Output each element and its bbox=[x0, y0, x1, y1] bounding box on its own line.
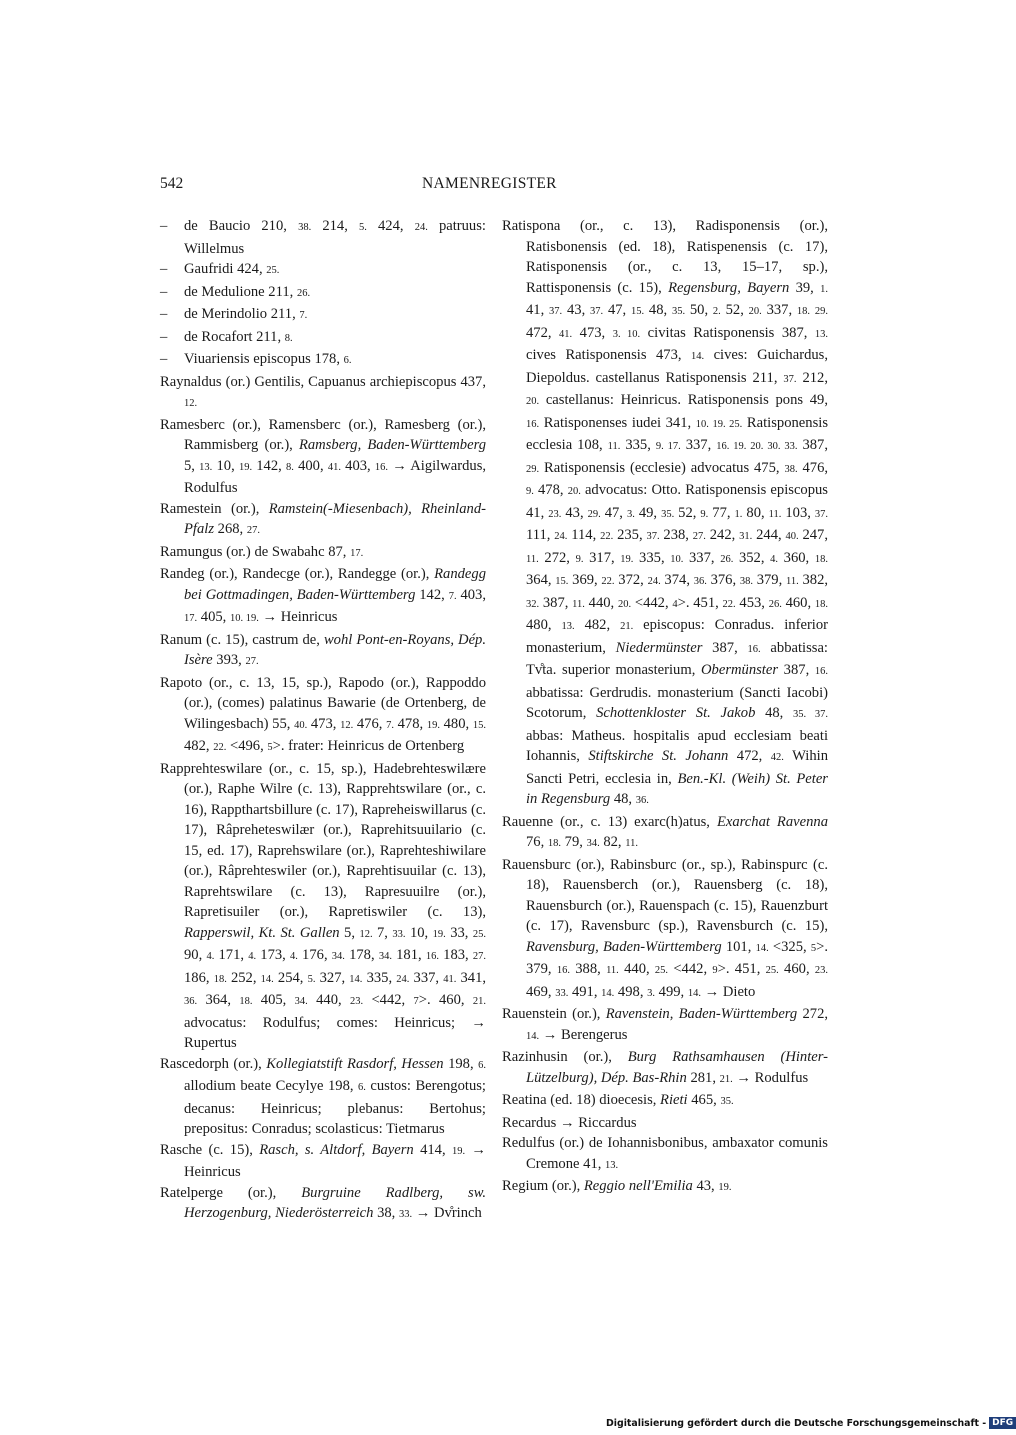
subentry-dash: – bbox=[160, 261, 168, 277]
index-entry bbox=[160, 564, 486, 630]
index-entry-text: Razinhusin (or.), Burg Rathsamhausen (Hinter-Lützelburg), Dép. Bas-Rhin 281, 21. → Rodulfus bbox=[502, 1049, 828, 1086]
index-entry bbox=[160, 349, 486, 372]
funding-note: Digitalisierung gefördert durch die Deutsche Forschungsgemeinschaft - bbox=[606, 1418, 987, 1429]
index-entry bbox=[502, 1090, 828, 1113]
dfg-logo: DFG bbox=[989, 1417, 1016, 1429]
index-entry-text: Rasche (c. 15), Rasch, s. Altdorf, Bayern 414, 19. → Heinricus bbox=[160, 1141, 486, 1180]
index-entry-text: Rauenstein (or.), Ravenstein, Baden-Württemberg 272, 14. → Berengerus bbox=[502, 1006, 829, 1043]
index-entry bbox=[160, 327, 486, 350]
subentry-dash: – bbox=[160, 351, 168, 367]
index-entry-text: Randeg (or.), Randecge (or.), Randegge (or.), Randegg bei Gottmadingen, Baden-Württemberg 142, 7. 403, 17. 405, 10. 19. → Heinricus bbox=[160, 566, 487, 625]
index-entry-text: Ramestein (or.), Ramstein(-Miesenbach), Rheinland-Pfalz 268, 27. bbox=[160, 500, 486, 537]
index-entry bbox=[160, 1054, 486, 1140]
index-entry bbox=[160, 282, 486, 305]
subentry-dash: – bbox=[160, 218, 168, 234]
index-entry-text: de Merindolio 211, 7. bbox=[184, 306, 308, 322]
index-entry-text: de Baucio 210, 38. 214, 5. 424, 24. patruus: Willelmus bbox=[184, 218, 486, 257]
subentry-dash: – bbox=[160, 306, 168, 322]
page-number: 542 bbox=[160, 175, 184, 192]
index-entry bbox=[502, 1113, 828, 1134]
index-entry-text: Rauenne (or., c. 13) exarc(h)atus, Exarchat Ravenna 76, 18. 79, 34. 82, 11. bbox=[502, 813, 828, 850]
index-entry-text: Recardus → Riccardus bbox=[502, 1114, 637, 1131]
index-entry-text: Rauensburc (or.), Rabinsburc (or., sp.), Rabinspurc (c. 18), Rauensberch (or.), Rauensberg (c. 18), Rauensburch (or.), Rauenspach (c. 15), Rauenzburt (c. 17), Ravensburc (sp.), Ravensburch (c. 15), Ravensburg, Baden-Württemberg 101, 14. <325, 5>. 379, 16. 388, 11. 440, 25. <442, 9>. 451, 25. 460, 23. 469, 33. 491, 14. 498, 3. 499, 14. → Dieto bbox=[502, 856, 828, 1000]
right-column bbox=[502, 216, 828, 1199]
index-entry bbox=[160, 304, 486, 327]
index-entry bbox=[502, 1176, 828, 1199]
index-entry-text: Rapprehteswilare (or., c. 15, sp.), Hadebrehteswilære (or.), Raphe Wilre (c. 13), Rapprehtswilare (or., c. 16), Rappthartsbillure (c. 17), Rapreheiswillarus (c. 17), Râpreheteswilær (or.), Raprehitsuuilario (c. 15, ed. 17), Raprehswilare (or.), Raprehteshiwilare (or.), Râprehteswiler (or.), Raprehtisuuilar (c. 13), Raprehtswilare (c. 13), Rapresuuilre (or.), Rapretisuiler (or.), Rapretiswiler (c. 13), Rapperswil, Kt. St. Gallen 5, 12. 7, 33. 10, 19. 33, 25. 90, 4. 171, 4. 173, 4. 176, 34. 178, 34. 181, 16. 183, 27. 186, 18. 252, 14. 254, 5. 327, 14. 335, 24. 337, 41. 341, 36. 364, 18. 405, 34. 440, 23. <442, 7>. 460, 21. advocatus: Rodulfus; comes: Heinricus; → Rupertus bbox=[160, 760, 487, 1051]
left-column bbox=[160, 216, 486, 1226]
index-entry-text: Ratelperge (or.), Burgruine Radlberg, sw. Herzogenburg, Niederösterreich 38, 33. → Dv̊rinch bbox=[160, 1184, 486, 1221]
page-header bbox=[160, 174, 988, 196]
index-entry-text: Redulfus (or.) de Iohannisbonibus, ambaxator comunis Cremone 41, 13. bbox=[502, 1135, 828, 1172]
index-entry bbox=[502, 812, 828, 855]
index-entry-text: de Medulione 211, 26. bbox=[184, 283, 311, 300]
funding-footer bbox=[606, 1417, 1014, 1431]
index-entry bbox=[160, 499, 486, 542]
index-entry-text: Gaufridi 424, 25. bbox=[184, 261, 280, 277]
index-entry-text: de Rocafort 211, 8. bbox=[184, 328, 293, 345]
index-entry bbox=[160, 415, 486, 499]
index-entry bbox=[502, 1133, 828, 1176]
subentry-dash: – bbox=[160, 328, 168, 345]
index-entry-text: Ratispona (or., c. 13), Radisponensis (or.), Ratisbonensis (ed. 18), Ratispenensis (c. 17), Ratisponensis (or., c. 13, 15–17, sp.), Rattisponensis (c. 15), Regensburg, Bayern 39, 1. 41, 37. 43, 37. 47, 15. 48, 35. 50, 2. 52, 20. 337, 18. 29. 472, 41. 473, 3. 10. civitas Ratisponensis 387, 13. cives Ratisponensis 473, 14. cives: Guichardus, Diepoldus. castellanus Ratisponensis 211, 37. 212, 20. castellanus: Heinricus. Ratisponensis pons 49, 16. Ratisponenses iudei 341, 10. 19. 25. Ratisponensis ecclesia 108, 11. 335, 9. 17. 337, 16. 19. 20. 30. 33. 387, 29. Ratisponensis (ecclesie) advocatus 475, 38. 476, 9. 478, 20. advocatus: Otto. Ratisponensis episcopus 41, 23. 43, 29. 47, 3. 49, 35. 52, 9. 77, 1. 80, 11. 103, 37. 111, 24. 114, 22. 235, 37. 238, 27. 242, 31. 244, 40. 247, 11. 272, 9. 317, 19. 335, 10. 337, 26. 352, 4. 360, 18. 364, 15. 369, 22. 372, 24. 374, 36. 376, 38. 379, 11. 382, 32. 387, 11. 440, 20. <442, 4>. 451, 22. 453, 26. 460, 18. 480, 13. 482, 21. episcopus: Conradus. inferior monasterium, Niedermünster 387, 16. abbatissa: Tv̊ta. superior monasterium, Obermünster 387, 16. abbatissa: Gerdrudis. monasterium (Sancti Iacobi) Scotorum, Schottenkloster St. Jakob 48, 35. 37. abbas: Matheus. hospitalis apud ecclesiam beati Iohannis, Stiftskirche St. Johann 472, 42. Wihin Sancti Petri, ecclesia in, Ben.-Kl. (Weih) St. Peter in Regensburg 48, 36. bbox=[502, 218, 829, 807]
index-entry bbox=[502, 216, 828, 812]
index-entry-text: Ramesberc (or.), Ramensberc (or.), Ramesberg (or.), Rammisberg (or.), Ramsberg, Baden-Württemberg 5, 13. 10, 19. 142, 8. 400, 41. 403, 16. → Aigilwardus, Rodulfus bbox=[160, 416, 487, 496]
subentry-dash: – bbox=[160, 283, 168, 300]
index-entry bbox=[502, 1004, 828, 1047]
index-entry-text: Reatina (ed. 18) dioecesis, Rieti 465, 35. bbox=[502, 1092, 734, 1108]
index-entry-text: Ranum (c. 15), castrum de, wohl Pont-en-Royans, Dép. Isère 393, 27. bbox=[160, 631, 486, 668]
index-entry bbox=[160, 673, 486, 759]
index-entry bbox=[160, 630, 486, 673]
index-entry-text: Rapoto (or., c. 13, 15, sp.), Rapodo (or.), Rappoddo (or.), (comes) palatinus Bawarie (de Ortenberg, de Wilingesbach) 55, 40. 473, 12. 476, 7. 478, 19. 480, 15. 482, 22. <496, 5>. frater: Heinricus de Ortenberg bbox=[160, 674, 486, 754]
index-entry bbox=[160, 542, 486, 565]
index-entry bbox=[502, 855, 828, 1005]
index-entry bbox=[160, 372, 486, 415]
index-entry-text: Raynaldus (or.) Gentilis, Capuanus archiepiscopus 437, 12. bbox=[160, 373, 486, 409]
index-entry-text: Viuariensis episcopus 178, 6. bbox=[184, 351, 352, 367]
index-entry bbox=[160, 1140, 486, 1183]
index-entry-text: Ramungus (or.) de Swabahc 87, 17. bbox=[160, 543, 364, 560]
index-entry bbox=[502, 1047, 828, 1090]
index-entry bbox=[160, 259, 486, 282]
index-entry bbox=[160, 216, 486, 259]
index-entry-text: Regium (or.), Reggio nell'Emilia 43, 19. bbox=[502, 1178, 732, 1194]
page-title: NAMENREGISTER bbox=[422, 175, 557, 192]
index-entry bbox=[160, 1183, 486, 1226]
index-entry-text: Rascedorph (or.), Kollegiatstift Rasdorf, Hessen 198, 6. allodium beate Cecylye 198, 6. custos: Berengotus; decanus: Heinricus; plebanus: Bertohus; prepositus: Conradus; scolasticus: Tietmarus bbox=[160, 1055, 487, 1137]
index-entry bbox=[160, 759, 486, 1054]
